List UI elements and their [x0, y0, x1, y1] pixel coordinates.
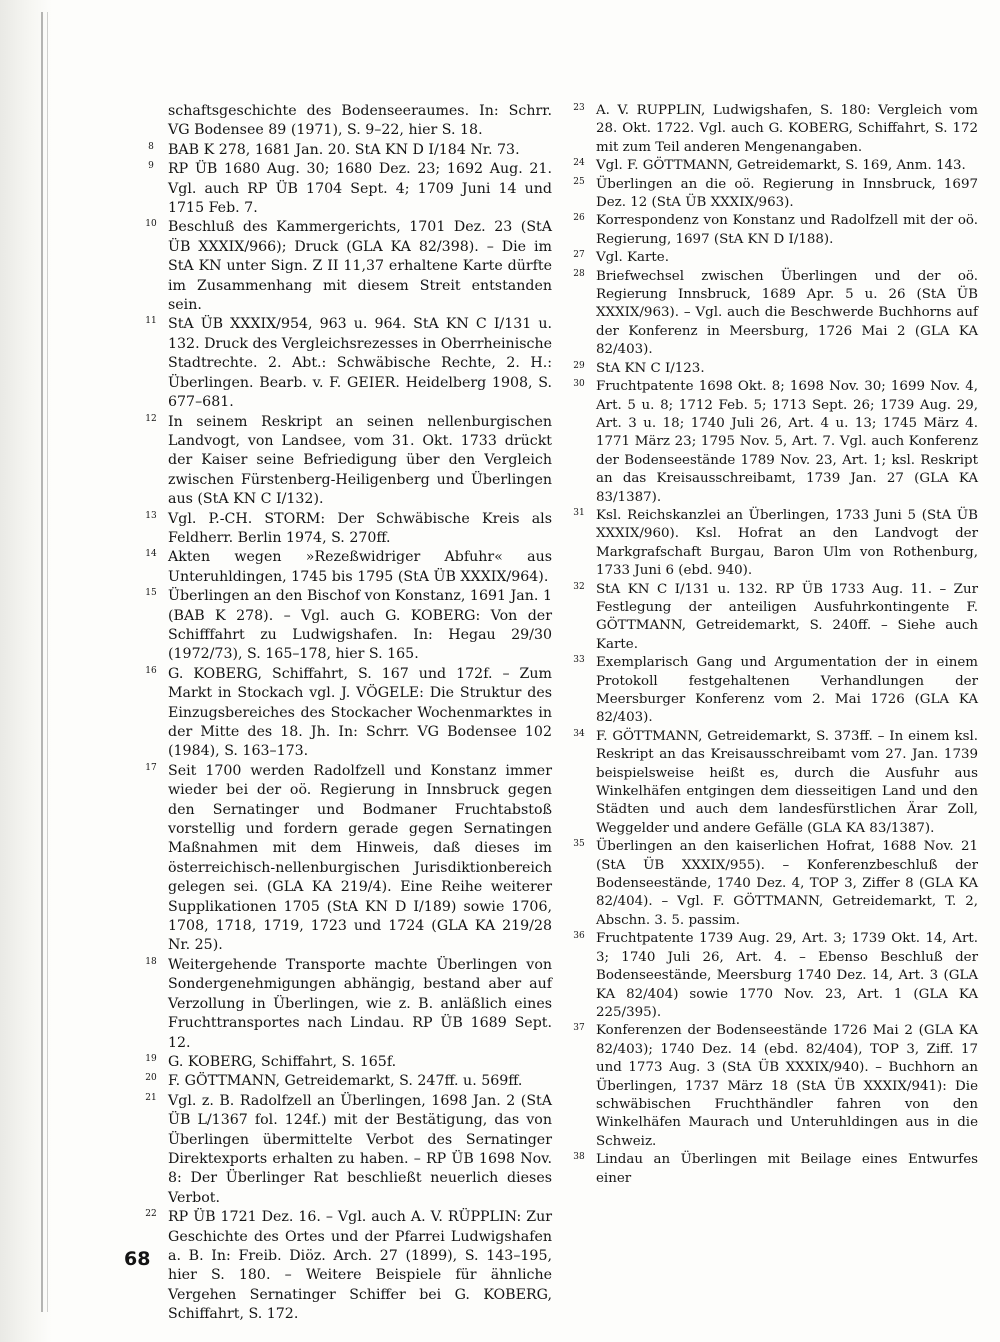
- footnote: 10 Beschluß des Kammergerichts, 1701 Dez. 23 (StA ÜB XXXIX/966); Druck (GLA KA 82/398). – Die im StA KN unter Sign. Z II 11,37 erhaltene Karte dürfte im Zusammenhang mit diesem Streit entstanden sein.: [145, 219, 552, 314]
- footnote: 37 Konferenzen der Bodenseestände 1726 Mai 2 (GLA KA 82/403); 1740 Dez. 14 (ebd. 82/404), TOP 3, Ziff. 17 und 1773 Aug. 3 (StA ÜB XXXIX/940). – Buchhorn an Überlingen, 1737 März 18 (StA ÜB XXXIX/941): Die schwäbischen Fruchthändler fahren von den Winkelhäfen Maurach und Unteruhldingen aus in die Schweiz.: [573, 1023, 978, 1149]
- footnote: schaftsgeschichte des Bodenseeraumes. In: Schrr. VG Bodensee 89 (1971), S. 9–22, hier S. 18.: [168, 103, 552, 139]
- footnote: 27 Vgl. Karte.: [573, 250, 669, 266]
- footnote: 34 F. GÖTTMANN, Getreidemarkt, S. 373ff. – In einem ksl. Reskript an das Kreisausschreibamt vom 27. Jan. 1739 beispielsweise heißt es, durch die Ausfuhr aus Winkelhäfen entgingen dem diesseitigen Land und den Städten und auch dem landesfürstlichen Ärar Zoll, Weggelder und andere Gefälle (GLA KA 83/1387).: [573, 728, 978, 836]
- footnote: 21 Vgl. z. B. Radolfzell an Überlingen, 1698 Jan. 2 (StA ÜB L/1367 fol. 124f.) mit der Bestätigung, das von Überlingen übermittelte Verbot des Sernatinger Direktexports erhalten zu haben. – RP ÜB 1698 Nov. 8: Der Überlinger Rat beschließt neuerlich dieses Verbot.: [145, 1092, 552, 1206]
- footnote: 32 StA KN C I/131 u. 132. RP ÜB 1733 Aug. 11. – Zur Festlegung der anteiligen Ausfuhrkontingente F. GÖTTMANN, Getreidemarkt, S. 240ff. – Siehe auch Karte.: [573, 581, 978, 652]
- footnote: 25 Überlingen an die oö. Regierung in Innsbruck, 1697 Dez. 12 (StA ÜB XXXIX/963).: [573, 176, 978, 211]
- footnote: 38 Lindau an Überlingen mit Beilage eines Entwurfes einer: [573, 1152, 978, 1186]
- footnote: 18 Weitergehende Transporte machte Überlingen von Sondergenehmigungen abhängig, bestand aber auf Verzollung in Überlingen, wie z. B. anläßlich eines Fruchttransportes nach Lindau. RP ÜB 1689 Sept. 12.: [145, 956, 552, 1051]
- footnote: 31 Ksl. Reichskanzlei an Überlingen, 1733 Juni 5 (StA ÜB XXXIX/960). Ksl. Hofrat an den Landvogt der Markgrafschaft Burgau, Baron Ulm von Rothenburg, 1733 Juni 6 (ebd. 940).: [573, 507, 978, 579]
- binding-line: [47, 12, 48, 1312]
- footnote: 8 BAB K 278, 1681 Jan. 20. StA KN D I/184 Nr. 73.: [148, 141, 520, 158]
- footnotes-right-column: [568, 102, 978, 1188]
- binding-line: [41, 12, 43, 1312]
- footnote: 33 Exemplarisch Gang und Argumentation der in einem Protokoll festgehaltenen Verhandlungen der Meersburger Konferenz vom 2. Mai 1726 (GLA KA 82/403).: [573, 655, 978, 726]
- binding-edge: [0, 0, 52, 1342]
- footnote: 35 Überlingen an den kaiserlichen Hofrat, 1688 Nov. 21 (StA ÜB XXXIX/955). – Konferenzbeschluß der Bodenseestände, 1740 Dez. 4, TOP 3, Ziffer 8 (GLA KA 82/404). – Vgl. F. GÖTTMANN, Getreidemarkt, T. 2, Abschn. 3. 5. passim.: [573, 839, 978, 928]
- footnote: 15 Überlingen an den Bischof von Konstanz, 1691 Jan. 1 (BAB K 278). – Vgl. auch G. KOBERG: Von der Schifffahrt zu Ludwigshafen. In: Hegau 29/30 (1972/73), S. 165–178, hier S. 165.: [145, 588, 552, 663]
- footnotes-left-column: [140, 102, 552, 1325]
- footnote: 22 RP ÜB 1721 Dez. 16. – Vgl. auch A. V. RÜPPLIN: Zur Geschichte des Ortes und der Pfarrei Ludwigshafen a. B. In: Freib. Diöz. Arch. 27 (1899), S. 143–195, hier S. 180. – Weitere Beispiele für ähnliche Vergehen Sernatinger Schiffer bei G. KOBERG, Schiffahrt, S. 172.: [145, 1209, 552, 1323]
- footnote: 17 Seit 1700 werden Radolfzell und Konstanz immer wieder bei der oö. Regierung in Innsbruck gegen den Sernatinger und Bodmaner Fruchtabstoß vorstellig und fordern gerade gegen Sernatingen Maßnahmen mit dem Hinweis, daß dieses im österreichisch-nellenburgischen Jurisdiktionbereich gelegen sei. (GLA KA 219/4). Eine Reihe weiterer Supplikationen 1705 (StA KN D I/189) sowie 1706, 1708, 1718, 1719, 1723 und 1724 (GLA KA 219/28 Nr. 25).: [145, 762, 552, 954]
- footnote: 9 RP ÜB 1680 Aug. 30; 1680 Dez. 23; 1692 Aug. 21. Vgl. auch RP ÜB 1704 Sept. 4; 1709 Juni 14 und 1715 Feb. 7.: [148, 161, 552, 217]
- footnote: 14 Akten wegen »Rezeßwidriger Abfuhr« aus Unteruhldingen, 1745 bis 1795 (StA ÜB XXXIX/964).: [145, 549, 552, 585]
- footnote: 11 StA ÜB XXXIX/954, 963 u. 964. StA KN C I/131 u. 132. Druck des Vergleichsrezesses in Oberrheinische Stadtrechte. 2. Abt.: Schwäbische Rechte, 2. H.: Überlingen. Bearb. v. F. GEIER. Heidelberg 1908, S. 677–681.: [145, 316, 552, 411]
- footnote: 26 Korrespondenz von Konstanz und Radolfzell mit der oö. Regierung, 1697 (StA KN D I/188).: [573, 213, 978, 247]
- footnote: 23 A. V. RUPPLIN, Ludwigshafen, S. 180: Vergleich vom 28. Okt. 1722. Vgl. auch G. KOBERG, Schiffahrt, S. 172 mit zum Teil anderen Mengenangaben.: [573, 103, 978, 155]
- footnote: 30 Fruchtpatente 1698 Okt. 8; 1698 Nov. 30; 1699 Nov. 4, Art. 5 u. 8; 1712 Feb. 5; 1713 Sept. 26; 1739 Aug. 29, Art. 3 u. 18; 1740 Juli 26, Art. 4 u. 13; 1745 März 4. 1771 März 23; 1795 Nov. 5, Art. 7. Vgl. auch Konferenz der Bodenseestände 1789 Nov. 23, Art. 1; ksl. Reskript an das Kreisausschreibamt, 1739 Jan. 27 (GLA KA 83/1387).: [573, 379, 978, 505]
- footnote: 16 G. KOBERG, Schiffahrt, S. 167 und 172f. – Zum Markt in Stockach vgl. J. VÖGELE: Die Struktur des Einzugsbereiches des Stockacher Wochenmarktes in der Mitte des 18. Jh. In: Schrr. VG Bodensee 102 (1984), S. 163–173.: [145, 665, 552, 760]
- footnote: 13 Vgl. P.-CH. STORM: Der Schwäbische Kreis als Feldherr. Berlin 1974, S. 270ff.: [145, 510, 552, 546]
- footnote: 28 Briefwechsel zwischen Überlingen und der oö. Regierung Innsbruck, 1689 Apr. 5 u. 26 (StA ÜB XXXIX/963). – Vgl. auch die Beschwerde Buchhorns auf der Konferenz in Meersburg, 1726 Mai 2 (GLA KA 82/403).: [573, 268, 978, 358]
- footnote: 36 Fruchtpatente 1739 Aug. 29, Art. 3; 1739 Okt. 14, Art. 3; 1740 Juli 26, Art. 4. – Ebenso Beschluß der Bodenseestände, Meersburg 1740 Dez. 14, Art. 3 (GLA KA 82/404) sowie 1770 Nov. 23, Art. 1 (GLA KA 225/395).: [573, 931, 978, 1020]
- footnote: 29 StA KN C I/123.: [573, 360, 705, 376]
- page-number: 68: [124, 1248, 151, 1270]
- footnote: 12 In seinem Reskript an seinen nellenburgischen Landvogt, von Landsee, vom 31. Okt. 1733 drückt der Kaiser seine Befriedigung über den Vergleich zwischen Fürstenberg-Heiligenberg und Überlingen aus (StA KN C I/132).: [145, 413, 552, 508]
- footnote: 20 F. GÖTTMANN, Getreidemarkt, S. 247ff. u. 569ff.: [145, 1073, 523, 1090]
- footnote: 19 G. KOBERG, Schiffahrt, S. 165f.: [145, 1053, 397, 1070]
- footnote: 24 Vgl. F. GÖTTMANN, Getreidemarkt, S. 169, Anm. 143.: [573, 158, 966, 174]
